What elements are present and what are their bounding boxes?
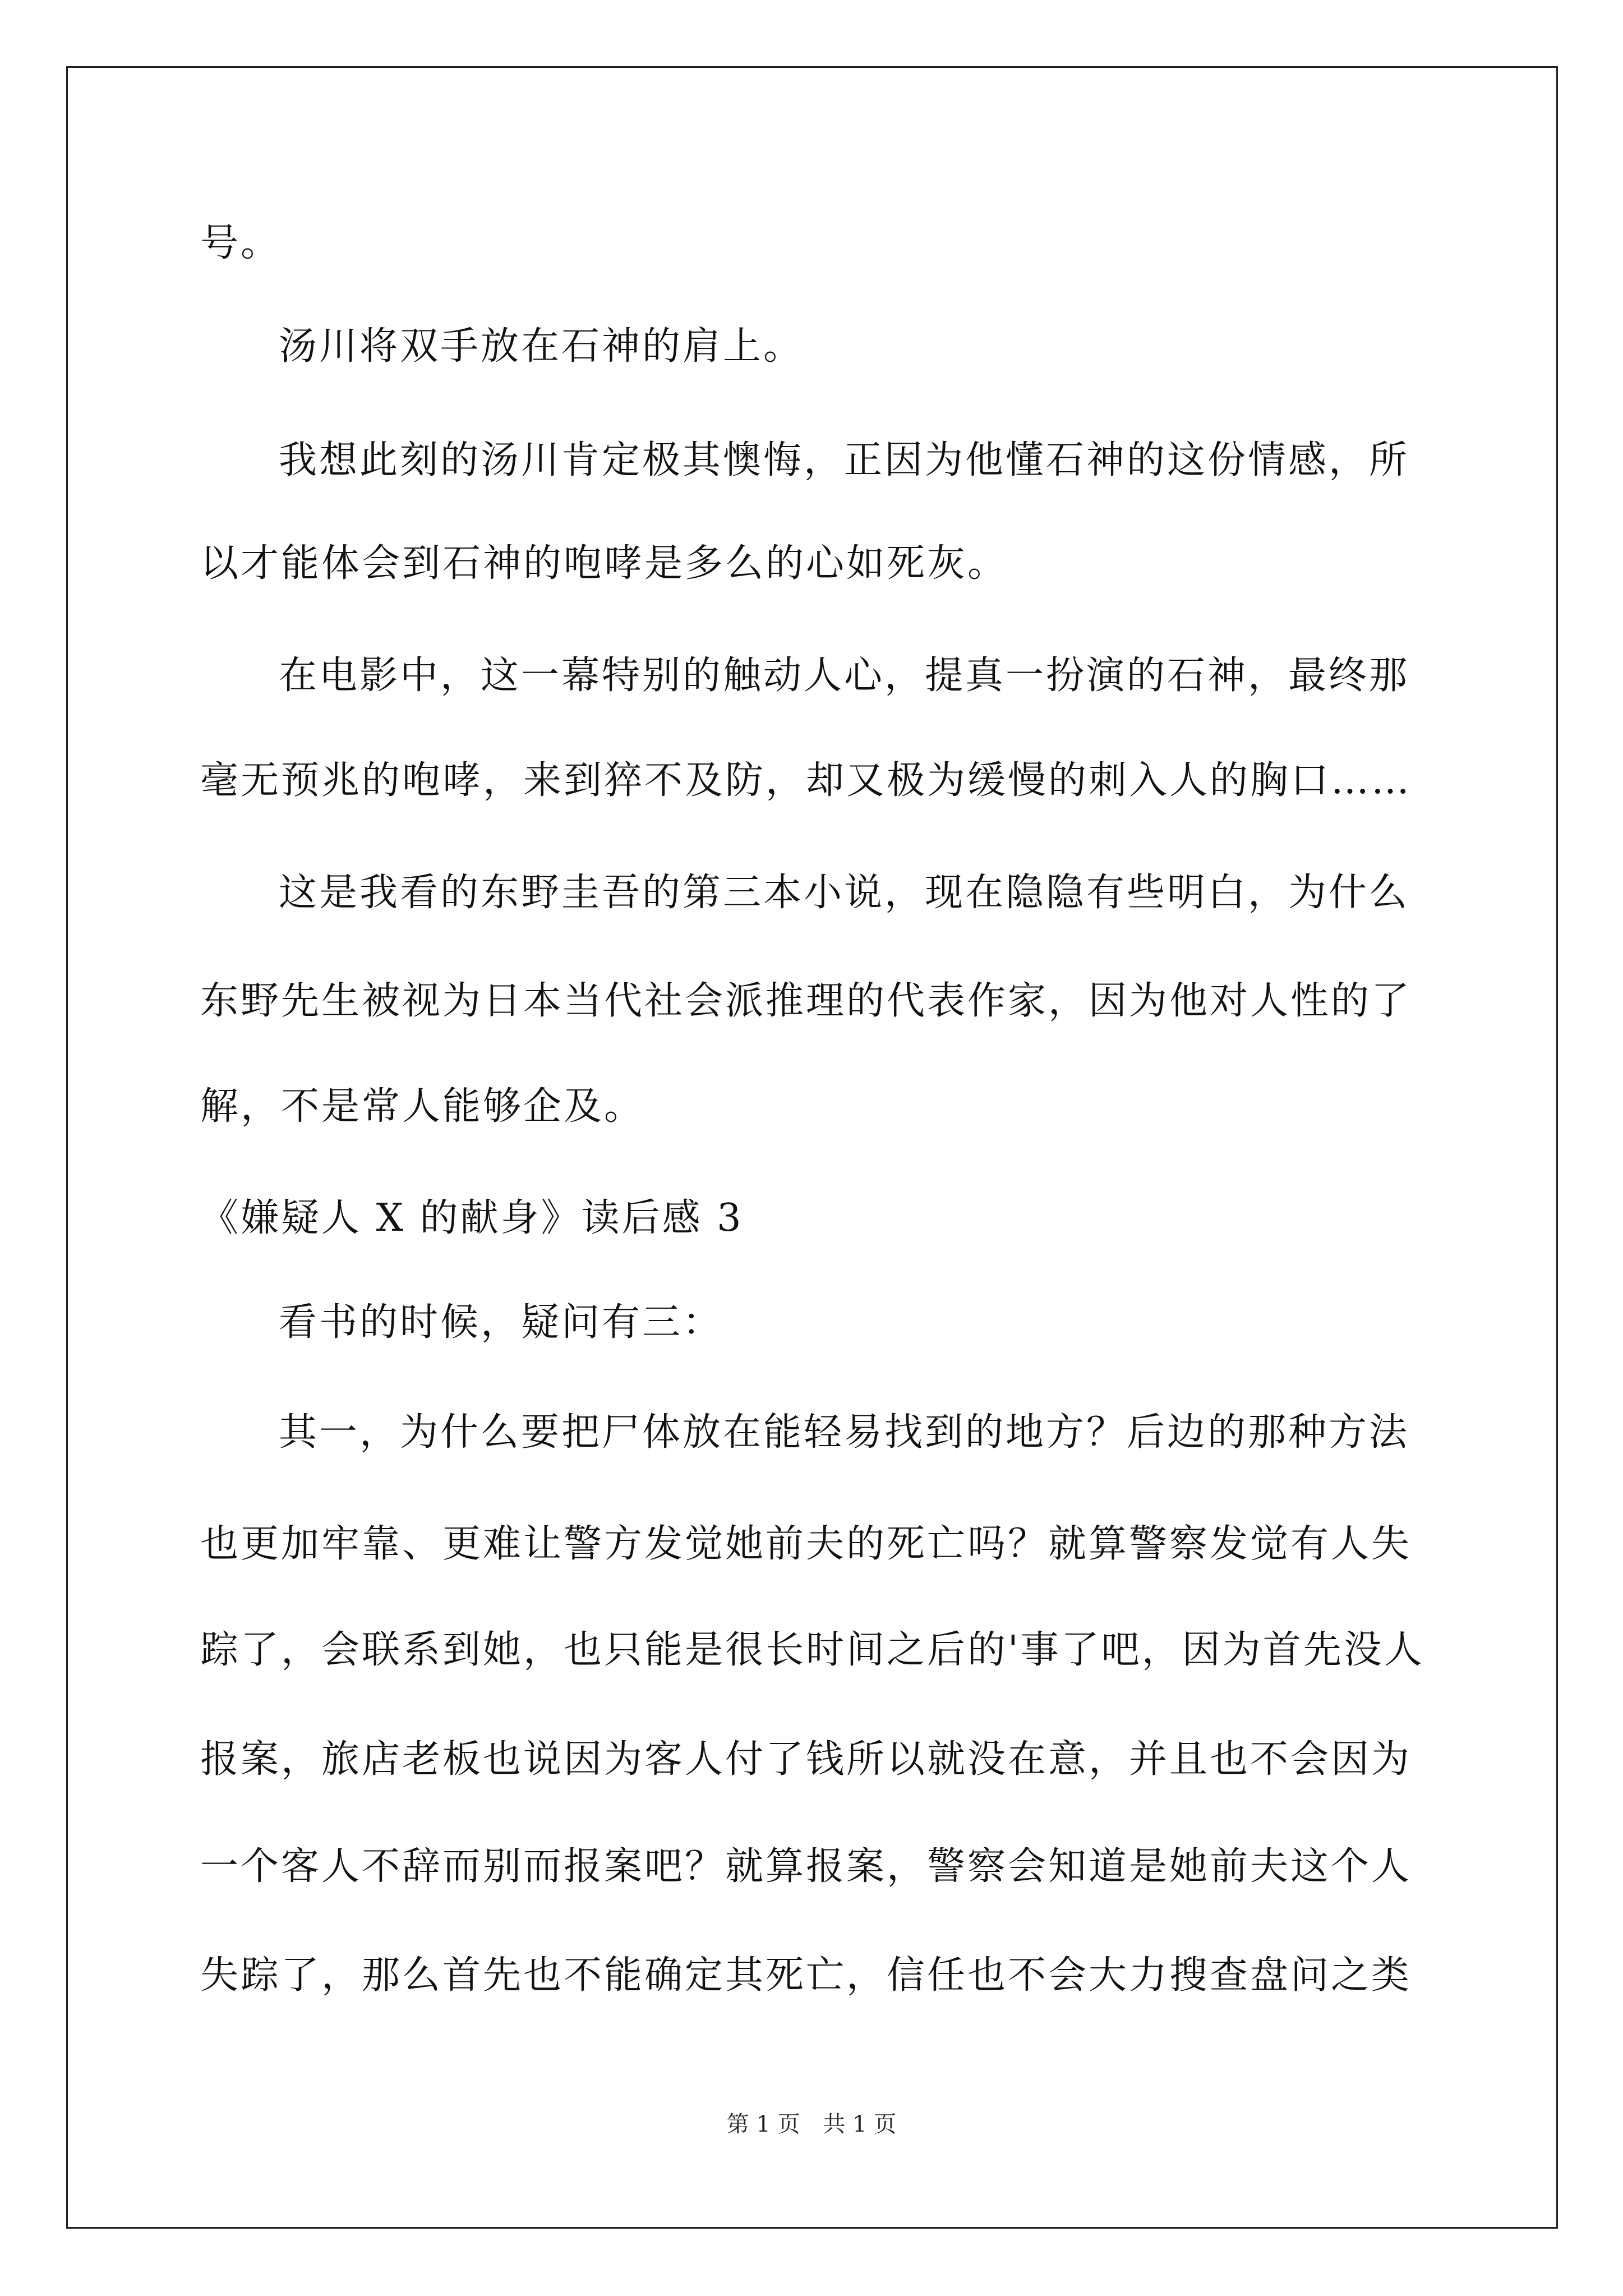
text-line: 号。	[200, 221, 282, 265]
text-line: 看书的时候，疑问有三：	[279, 1300, 723, 1345]
text-line: 也更加牢靠、更难让警方发觉她前夫的死亡吗？就算警察发觉有人失	[200, 1522, 1412, 1566]
text-line: 其一，为什么要把尸体放在能轻易找到的地方？后边的那种方法	[279, 1410, 1410, 1455]
text-line: 以才能体会到石神的咆哮是多么的心如死灰。	[200, 541, 1008, 586]
text-line: 在电影中，这一幕特别的触动人心，提真一扮演的石神，最终那	[279, 654, 1410, 698]
text-line: 踪了，会联系到她，也只能是很长时间之后的'事了吧，因为首先没人	[200, 1628, 1424, 1672]
page-number: 第 1 页	[726, 2111, 800, 2137]
text-line: 毫无预兆的咆哮，来到猝不及防，却又极为缓慢的刺入人的胸口……	[200, 758, 1412, 803]
text-line: 东野先生被视为日本当代社会派推理的代表作家，因为他对人性的了	[200, 979, 1412, 1023]
text-line: 解，不是常人能够企及。	[200, 1084, 645, 1129]
text-line: 我想此刻的汤川肯定极其懊悔，正因为他懂石神的这份情感，所	[279, 438, 1410, 482]
text-line: 报案，旅店老板也说因为客人付了钱所以就没在意，并且也不会因为	[200, 1737, 1412, 1782]
text-line: 一个客人不辞而别而报案吧？就算报案，警察会知道是她前夫这个人	[200, 1844, 1412, 1889]
section-heading: 《嫌疑人 X 的献身》读后感 3	[200, 1196, 744, 1240]
page-footer	[0, 2110, 1623, 2138]
page-total: 共 1 页	[823, 2111, 897, 2137]
page-border	[66, 66, 1558, 2229]
text-line: 汤川将双手放在石神的肩上。	[279, 324, 804, 369]
text-line: 失踪了，那么首先也不能确定其死亡，信任也不会大力搜查盘问之类	[200, 1953, 1412, 1998]
text-line: 这是我看的东野圭吾的第三本小说，现在隐隐有些明白，为什么	[279, 871, 1410, 915]
